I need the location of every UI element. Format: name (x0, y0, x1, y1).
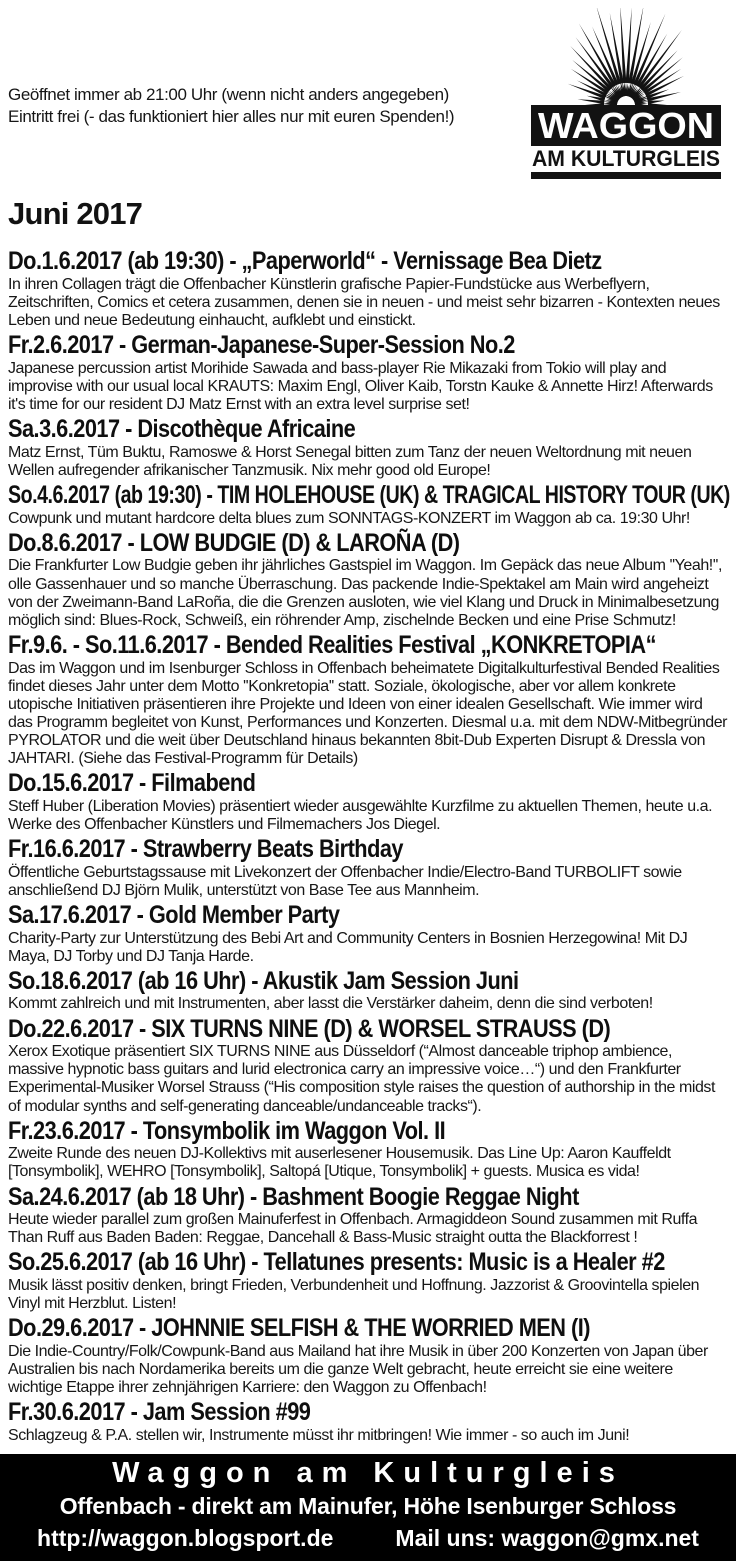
event-entry (8, 530, 730, 630)
footer-links (8, 1525, 728, 1551)
footer-title: Waggon am Kulturgleis (112, 1457, 624, 1490)
footer-website-link[interactable]: http://waggon.blogsport.de (37, 1524, 334, 1551)
event-title: Fr.23.6.2017 - Tonsymbolik im Waggon Vol. II (8, 1116, 446, 1145)
event-description: Das im Waggon und im Isenburger Schloss in Offenbach beheimatete Digitalkulturfestival Bended Realities findet dieses Jahr unter dem Motto ''Konkretopia'' statt. Soziale, ökologische, aber vor allem konkrete utopische Initiativen präsentieren ihre Projekte und Ideen von einer idealen Gesellschaft. Wie immer wird das Programm begleitet von Kunst, Performances und Konzerten. Diesmal u.a. mit dem NDW-Mitbegründer PYROLATOR und die weit über Deutschland hinaus bekannten 8bit-Dub Experten Disrupt & Dressla von JAHTARI. (Siehe das Festival-Programm für Details) (8, 659, 728, 767)
event-entry (8, 482, 730, 528)
event-title: Sa.24.6.2017 (ab 18 Uhr) - Bashment Boogie Reggae Night (8, 1182, 579, 1211)
footer-address: Offenbach - direkt am Mainufer, Höhe Isenburger Schloss (59, 1493, 677, 1520)
event-title: So.4.6.2017 (ab 19:30) - TIM HOLEHOUSE (UK) & TRAGICAL HISTORY TOUR (UK) (8, 480, 730, 509)
logo-subtitle: AM KULTURGLEIS (532, 146, 720, 171)
event-title: So.18.6.2017 (ab 16 Uhr) - Akustik Jam Session Juni (8, 966, 519, 995)
event-description: Kommt zahlreich und mit Instrumenten, aber lasst die Verstärker daheim, denn die sind verboten! (8, 995, 653, 1013)
event-title: Fr.16.6.2017 - Strawberry Beats Birthday (8, 834, 403, 863)
event-description: Charity-Party zur Unterstützung des Bebi Art and Community Centers in Bosnien Herzegowina! Mit DJ Maya, DJ Torby und DJ Tanja Harde. (8, 929, 688, 965)
event-entry (8, 1249, 730, 1313)
waggon-logo (526, 8, 726, 180)
event-entry (8, 968, 730, 1014)
sunburst-icon (568, 8, 684, 107)
event-entry (8, 1016, 730, 1116)
footer-mail-link[interactable]: Mail uns: waggon@gmx.net (395, 1524, 699, 1551)
event-description: Japanese percussion artist Morihide Sawada and bass-player Rie Mikazaki from Tokio will play and improvise with our usual local KRAUTS: Maxim Engl, Oliver Kaib, Torstn Kauke & Annette Hirz! Afterwards it's time for our resident DJ Matz Ernst with an extra level surprise set! (8, 359, 713, 413)
event-entry (8, 632, 730, 768)
event-list (0, 248, 736, 1451)
event-description: Zweite Runde des neuen DJ-Kollektivs mit auserlesener Housemusik. Das Line Up: Aaron Kauffeldt [Tonsymbolik], WEHRO [Tonsymbolik], Saltopá [Utique, Tonsymbolik] + guests. Musica es vida! (8, 1145, 671, 1181)
event-title: Do.15.6.2017 - Filmabend (8, 768, 256, 797)
event-description: Musik lässt positiv denken, bringt Frieden, Verbundenheit und Hoffnung. Jazzorist & Groovintella spielen Vinyl mit Herzblut. Listen! (8, 1277, 700, 1313)
header (0, 0, 736, 186)
intro-text (8, 84, 454, 129)
month-title: Juni 2017 (8, 196, 143, 231)
event-description: Cowpunk und mutant hardcore delta blues zum SONNTAGS-KONZERT im Waggon ab ca. 19:30 Uhr! (8, 509, 690, 527)
event-entry (8, 836, 730, 900)
event-title: Fr.2.6.2017 - German-Japanese-Super-Session No.2 (8, 330, 515, 359)
event-entry (8, 416, 730, 480)
event-title: Do.22.6.2017 - SIX TURNS NINE (D) & WORSEL STRAUSS (D) (8, 1014, 611, 1043)
event-title: Sa.17.6.2017 - Gold Member Party (8, 900, 340, 929)
event-description: Schlagzeug & P.A. stellen wir, Instrumente müsst ihr mitbringen! Wie immer - so auch im Juni! (8, 1427, 630, 1445)
event-description: Xerox Exotique präsentiert SIX TURNS NINE aus Düsseldorf (“Almost danceable triphop ambience, massive hypnotic bass guitars and lurid electronica carry an impressive voice…“) und den Frankfurter Experimental-Musiker Worsel Strauss (“His composition style raises the question of authorship in the midst of modular synths and self-generating danceable/undanceable tracks“). (8, 1043, 715, 1115)
event-description: Öffentliche Geburtstagssause mit Livekonzert der Offenbacher Indie/Electro-Band TURBOLIFT sowie anschließend DJ Björn Mulik, unterstützt von Base Tee aus Mannheim. (8, 863, 682, 899)
admission-text: Eintritt frei (- das funktioniert hier alles nur mit euren Spenden!) (8, 107, 455, 127)
event-description: In ihren Collagen trägt die Offenbacher Künstlerin grafische Papier-Fundstücke aus Werbeflyern, Zeitschriften, Comics et cetera zusammen, denen sie in neuen - und meist sehr bizarren - Kontexten neues Leben und neue Bedeutung einhaucht, aufklebt und einstickt. (8, 275, 720, 329)
event-entry (8, 1315, 730, 1397)
event-entry (8, 332, 730, 414)
event-title: Do.1.6.2017 (ab 19:30) - „Paperworld“ - Vernissage Bea Dietz (8, 247, 602, 275)
event-entry (8, 1399, 730, 1445)
event-entry (8, 902, 730, 966)
event-description: Heute wieder parallel zum großen Mainuferfest in Offenbach. Armagiddeon Sound zusammen mit Ruffa Than Ruff aus Baden Baden: Reggae, Dancehall & Bass-Music straight outta the Blackforrest ! (8, 1211, 698, 1247)
event-entry (8, 1184, 730, 1248)
event-description: Matz Ernst, Tüm Buktu, Ramoswe & Horst Senegal bitten zum Tanz der neuen Weltordnung mit neuen Wellen aufregender afrikanischer Tanzmusik. Nix mehr good old Europe! (8, 443, 692, 479)
event-title: Do.29.6.2017 - JOHNNIE SELFISH & THE WORRIED MEN (I) (8, 1314, 590, 1343)
event-entry (8, 770, 730, 834)
logo-bar (531, 172, 721, 179)
opening-hours-text: Geöffnet immer ab 21:00 Uhr (wenn nicht anders angegeben) (8, 85, 449, 104)
event-description: Die Indie-Country/Folk/Cowpunk-Band aus Mailand hat ihre Musik in über 200 Konzerten von Japan über Australien bis nach Nordamerika bereits um die ganze Welt gebracht, heute erreicht sie eine weitere wichtige Etappe ihrer zehnjährigen Karriere: den Waggon zu Offenbach! (8, 1343, 708, 1397)
event-description: Die Frankfurter Low Budgie geben ihr jährliches Gastspiel im Waggon. Im Gepäck das neue Album ''Yeah!'', olle Gassenhauer und so manche Überraschung. Das packende Indie-Spektakel am Main wird angeheizt von der Zweimann-Band LaRoña, die die Grenzen ausloten, wie viel Klang und Druck in Minimalbesetzung möglich sind: Blues-Rock, Schweiß, ein röhrender Amp, zischelnde Becken und eine Prise Schmutz! (8, 557, 722, 629)
event-description: Steff Huber (Liberation Movies) präsentiert wieder ausgewählte Kurzfilme zu aktuellen Themen, heute u.a. Werke des Offenbacher Künstlers und Filmemachers Jos Diegel. (8, 797, 713, 833)
footer (0, 1454, 736, 1561)
event-title: So.25.6.2017 (ab 16 Uhr) - Tellatunes presents: Music is a Healer #2 (8, 1248, 665, 1277)
event-entry (8, 1118, 730, 1182)
event-entry (8, 248, 730, 330)
event-title: Fr.9.6. - So.11.6.2017 - Bended Realities Festival „KONKRETOPIA“ (8, 630, 656, 659)
logo-title: WAGGON (538, 105, 714, 146)
event-title: Fr.30.6.2017 - Jam Session #99 (8, 1398, 311, 1427)
event-title: Sa.3.6.2017 - Discothèque Africaine (8, 414, 356, 443)
logo-svg (526, 8, 726, 180)
event-title: Do.8.6.2017 - LOW BUDGIE (D) & LAROÑA (D) (8, 528, 460, 557)
